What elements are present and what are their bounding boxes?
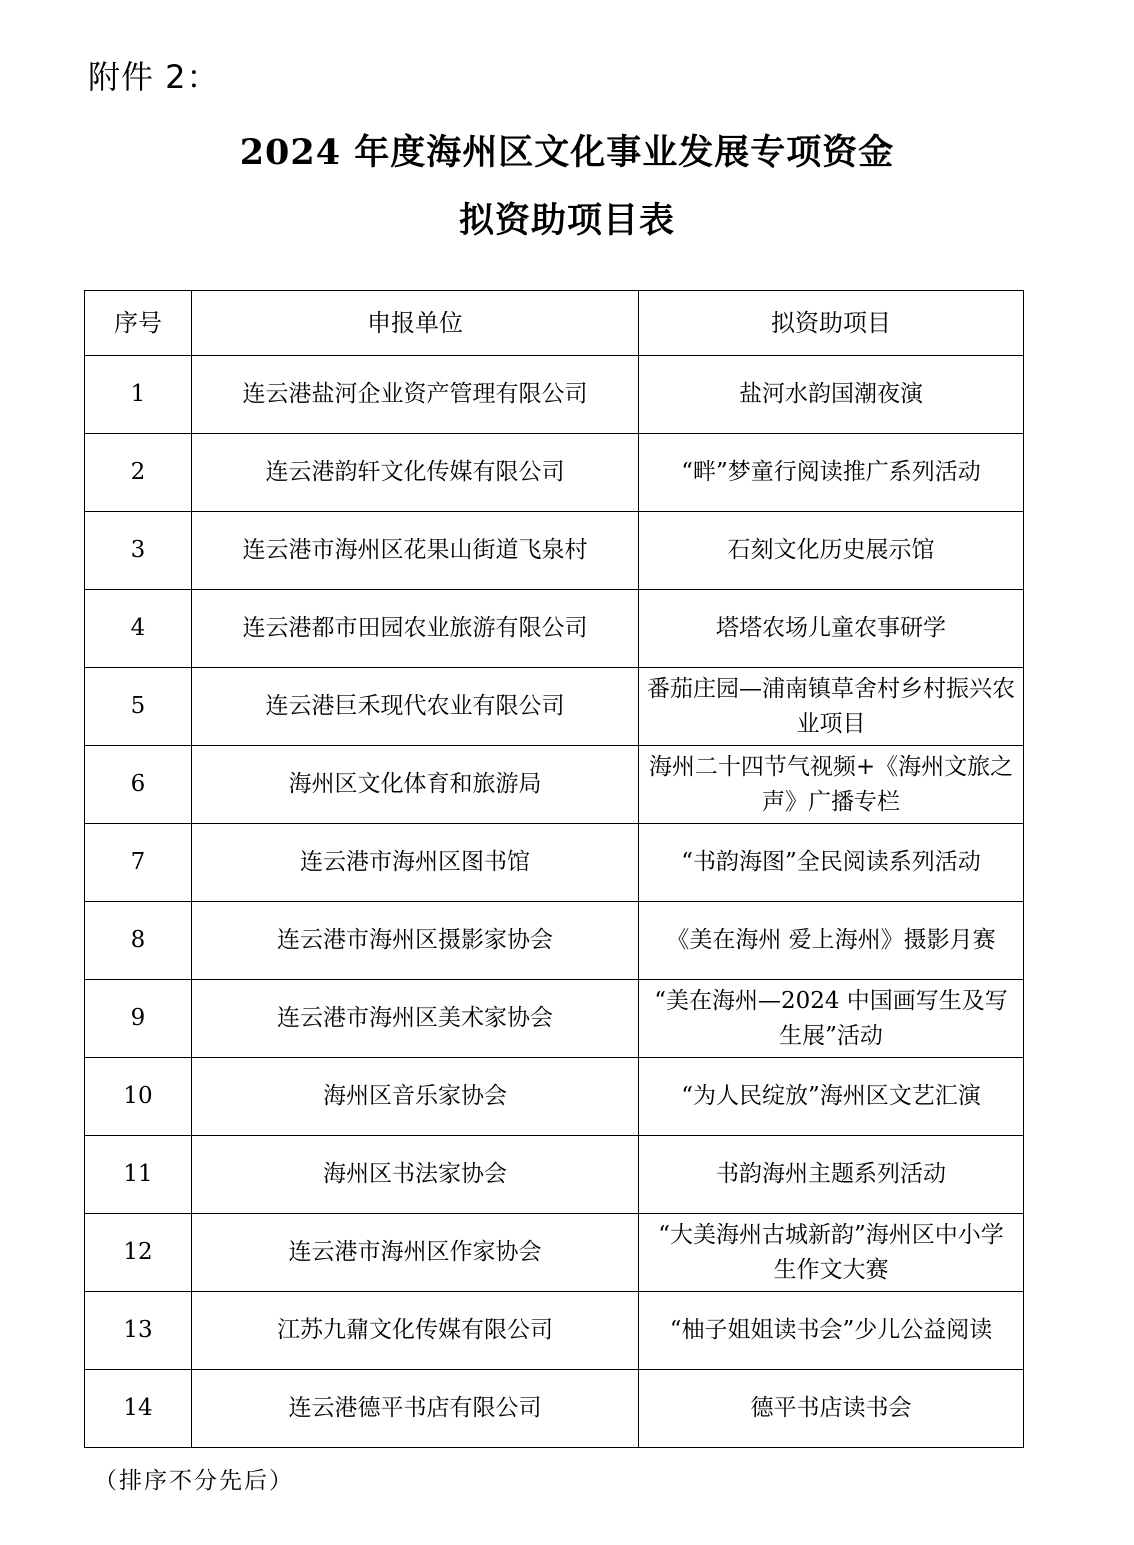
row-unit: 江苏九鼐文化传媒有限公司 <box>192 1292 639 1370</box>
row-project: 石刻文化历史展示馆 <box>639 512 1024 590</box>
row-number: 9 <box>85 980 192 1058</box>
row-project: 番茄庄园—浦南镇草舍村乡村振兴农业项目 <box>639 668 1024 746</box>
row-number: 7 <box>85 824 192 902</box>
row-project: “大美海州古城新韵”海州区中小学生作文大赛 <box>639 1214 1024 1292</box>
row-number: 13 <box>85 1292 192 1370</box>
row-unit: 海州区文化体育和旅游局 <box>192 746 639 824</box>
document-title-line-2: 拟资助项目表 <box>458 200 675 241</box>
row-number: 11 <box>85 1136 192 1214</box>
row-project: 盐河水韵国潮夜演 <box>639 356 1024 434</box>
table-row <box>85 434 1024 512</box>
column-header-unit: 申报单位 <box>192 291 639 356</box>
document-title-line-1: 2024 年度海州区文化事业发展专项资金 <box>239 132 895 173</box>
row-number: 2 <box>85 434 192 512</box>
column-header-number: 序号 <box>85 291 192 356</box>
table-row <box>85 746 1024 824</box>
row-number: 6 <box>85 746 192 824</box>
table-row <box>85 1214 1024 1292</box>
row-project: “畔”梦童行阅读推广系列活动 <box>639 434 1024 512</box>
table-row <box>85 668 1024 746</box>
row-unit: 连云港盐河企业资产管理有限公司 <box>192 356 639 434</box>
row-project: 德平书店读书会 <box>639 1370 1024 1448</box>
row-number: 4 <box>85 590 192 668</box>
table-header-row <box>85 291 1024 356</box>
row-unit: 连云港韵轩文化传媒有限公司 <box>192 434 639 512</box>
table-row <box>85 902 1024 980</box>
row-number: 1 <box>85 356 192 434</box>
table-row <box>85 356 1024 434</box>
attachment-label: 附件 2： <box>88 58 220 96</box>
row-project: 塔塔农场儿童农事研学 <box>639 590 1024 668</box>
table-row <box>85 512 1024 590</box>
row-unit: 连云港都市田园农业旅游有限公司 <box>192 590 639 668</box>
row-project: 海州二十四节气视频+《海州文旅之声》广播专栏 <box>639 746 1024 824</box>
row-number: 14 <box>85 1370 192 1448</box>
table-row <box>85 1370 1024 1448</box>
table-row <box>85 980 1024 1058</box>
row-unit: 连云港市海州区花果山街道飞泉村 <box>192 512 639 590</box>
row-unit: 连云港市海州区摄影家协会 <box>192 902 639 980</box>
row-number: 8 <box>85 902 192 980</box>
row-number: 5 <box>85 668 192 746</box>
row-unit: 连云港德平书店有限公司 <box>192 1370 639 1448</box>
row-project: “为人民绽放”海州区文艺汇演 <box>639 1058 1024 1136</box>
row-unit: 海州区音乐家协会 <box>192 1058 639 1136</box>
table-row <box>85 1292 1024 1370</box>
row-unit: 海州区书法家协会 <box>192 1136 639 1214</box>
table-row <box>85 1058 1024 1136</box>
table-row <box>85 590 1024 668</box>
ordering-note: （排序不分先后） <box>94 1468 294 1494</box>
row-unit: 连云港市海州区美术家协会 <box>192 980 639 1058</box>
row-unit: 连云港市海州区图书馆 <box>192 824 639 902</box>
row-unit: 连云港巨禾现代农业有限公司 <box>192 668 639 746</box>
column-header-project: 拟资助项目 <box>639 291 1024 356</box>
funding-projects-table <box>84 290 1024 1448</box>
row-project: 《美在海州 爱上海州》摄影月赛 <box>639 902 1024 980</box>
row-unit: 连云港市海州区作家协会 <box>192 1214 639 1292</box>
row-project: 书韵海州主题系列活动 <box>639 1136 1024 1214</box>
row-number: 3 <box>85 512 192 590</box>
row-number: 10 <box>85 1058 192 1136</box>
row-project: “书韵海图”全民阅读系列活动 <box>639 824 1024 902</box>
table-row <box>85 824 1024 902</box>
row-number: 12 <box>85 1214 192 1292</box>
row-project: “美在海州—2024 中国画写生及写生展”活动 <box>639 980 1024 1058</box>
row-project: “柚子姐姐读书会”少儿公益阅读 <box>639 1292 1024 1370</box>
table-row <box>85 1136 1024 1214</box>
